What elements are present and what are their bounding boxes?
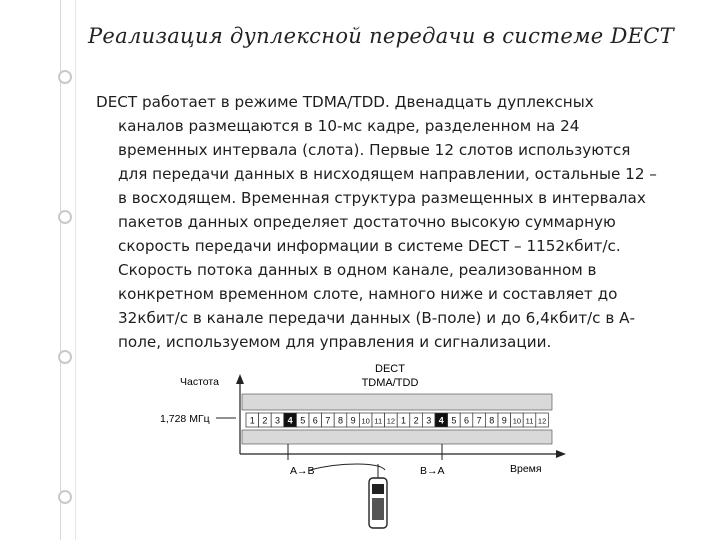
upper-band: [242, 394, 552, 410]
slot-number: 12: [386, 416, 396, 426]
slot-number: 8: [489, 415, 495, 426]
paragraph-line: 32кбит/с в канале передачи данных (B-поле) и до 6,4кбит/с в А-: [118, 309, 635, 327]
uplink-label: В→А: [420, 465, 445, 477]
link-curve: [310, 464, 385, 470]
slot-number: 11: [525, 416, 534, 426]
dect-tdma-diagram: [150, 358, 570, 534]
slot-number: 7: [325, 415, 331, 426]
frequency-band-label: 1,728 МГц: [160, 413, 210, 425]
slot-number: 10: [361, 416, 370, 426]
slot-number: 2: [262, 415, 268, 426]
handset-icon: [369, 464, 387, 528]
slot-number: 12: [537, 416, 547, 426]
paragraph-line: Скорость потока данных в одном канале, реализованном в: [118, 261, 597, 279]
lower-band: [242, 430, 552, 444]
diagram-header-tdma: TDMA/TDD: [361, 377, 419, 389]
paragraph-line: поле, используемом для управления и сигнализации.: [118, 333, 552, 351]
time-axis-label: Время: [510, 463, 542, 475]
slot-number: 9: [501, 415, 507, 426]
binder-ring: [58, 350, 72, 364]
binder-ring: [58, 490, 72, 504]
slot-number: 10: [512, 416, 522, 426]
slot-number: 3: [426, 415, 432, 426]
slide-title: Реализация дуплексной передачи в системе DECT: [88, 24, 674, 48]
slot-number: 1: [400, 415, 407, 426]
binder-ring: [58, 70, 72, 84]
slide-paragraph: [96, 90, 696, 354]
slot-number: 5: [451, 415, 457, 426]
paragraph-line: для передачи данных в нисходящем направлении, остальные 12 –: [118, 165, 657, 183]
slot-number: 7: [476, 415, 482, 426]
slot-number: 4: [287, 415, 293, 426]
slot-number: 6: [463, 415, 470, 426]
slot-number: 3: [274, 415, 281, 426]
paragraph-line: конкретном временном слоте, намного ниже и составляет до: [118, 285, 618, 303]
frequency-axis-arrow: [236, 374, 244, 384]
paragraph-line: в восходящем. Временная структура размещенных в интервалах: [118, 189, 646, 207]
slot-number: 1: [249, 415, 255, 426]
slot-number: 9: [350, 415, 356, 426]
time-axis-arrow: [556, 450, 566, 458]
slot-number: 5: [300, 415, 306, 426]
slot-number: 4: [438, 415, 444, 426]
slot-number: 11: [374, 416, 383, 426]
slot-row: [246, 413, 548, 427]
binder-ring: [58, 210, 72, 224]
paragraph-line: скорость передачи информации в системе DECT – 1152кбит/с.: [118, 237, 621, 255]
paragraph-line: временных интервала (слота). Первые 12 слотов используются: [118, 141, 631, 159]
paragraph-line: DECT работает в режиме TDMA/TDD. Двенадцать дуплексных: [96, 93, 594, 111]
slot-number: 6: [312, 415, 318, 426]
diagram-header-dect: DECT: [375, 363, 405, 375]
downlink-label: А→В: [290, 465, 315, 477]
slot-number: 8: [337, 415, 344, 426]
frequency-axis-label: Частота: [180, 376, 219, 388]
slot-number: 2: [413, 415, 419, 426]
paragraph-line: пакетов данных определяет достаточно высокую суммарную: [118, 213, 616, 231]
paragraph-line: каналов размещаются в 10-мс кадре, разделенном на 24: [118, 117, 580, 135]
